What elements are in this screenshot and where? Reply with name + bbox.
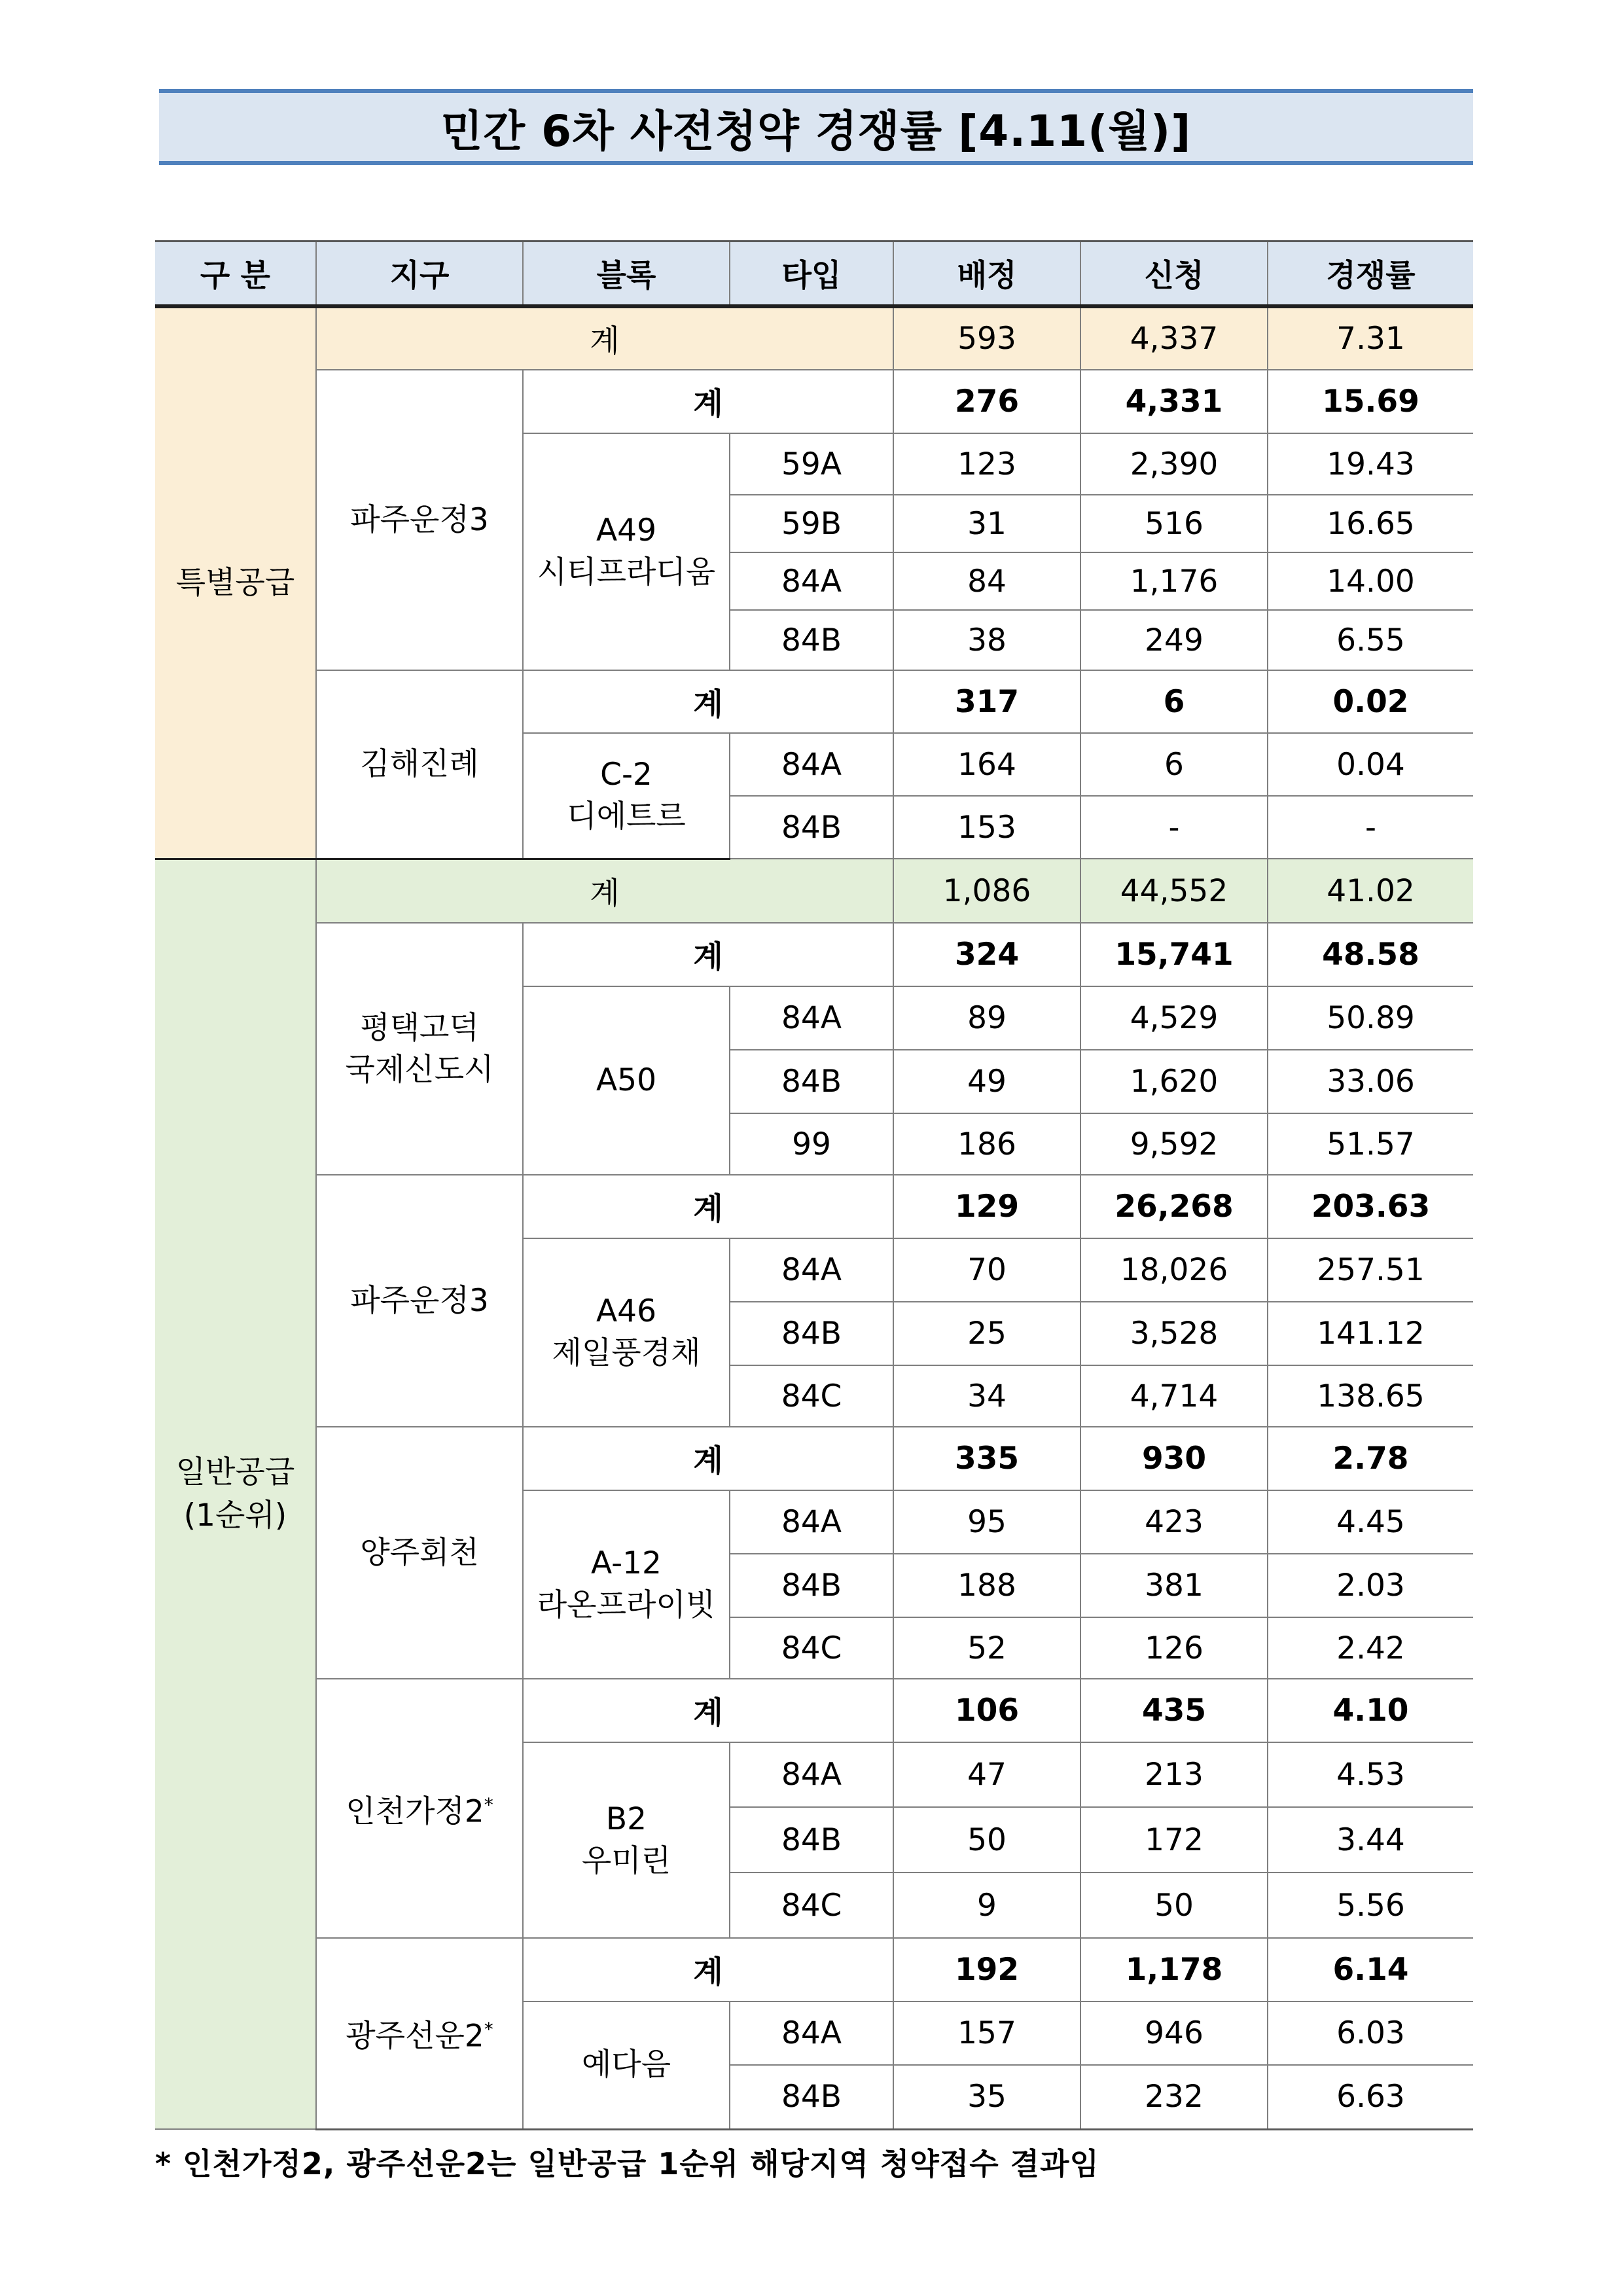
rate-cell: 141.12 (1268, 1302, 1473, 1365)
category-general (155, 859, 316, 2129)
rate-cell: 138.65 (1268, 1365, 1473, 1427)
district-name-line2: 국제신도시 (345, 1051, 494, 1088)
type-cell: 59B (730, 495, 893, 552)
applications-cell: 6 (1080, 733, 1268, 796)
allocation-cell: 25 (893, 1302, 1080, 1365)
allocation-cell: 164 (893, 733, 1080, 796)
block-code: A46 (596, 1293, 656, 1329)
subtotal-allocation: 276 (893, 370, 1080, 433)
block-cell (523, 1490, 730, 1679)
type-cell: 84C (730, 1873, 893, 1938)
type-cell: 84A (730, 552, 893, 610)
rate-cell: 5.56 (1268, 1873, 1473, 1938)
allocation-cell: 50 (893, 1807, 1080, 1873)
rate-cell: 14.00 (1268, 552, 1473, 610)
subtotal-allocation: 192 (893, 1938, 1080, 2001)
allocation-cell: 157 (893, 2001, 1080, 2065)
block-cell (523, 2001, 730, 2129)
type-cell: 84A (730, 1742, 893, 1807)
table-row (155, 1427, 1473, 1490)
table-row (155, 670, 1473, 733)
type-cell: 84B (730, 1554, 893, 1617)
applications-cell: 4,529 (1080, 986, 1268, 1050)
rate-cell: 19.43 (1268, 433, 1473, 495)
applications-cell: 172 (1080, 1807, 1268, 1873)
district-name-line1: 광주선운2 (346, 2018, 484, 2055)
subtotal-label: 계 (523, 1427, 893, 1490)
type-cell: 84A (730, 1490, 893, 1554)
rate-cell: 257.51 (1268, 1238, 1473, 1302)
applications-cell: 3,528 (1080, 1302, 1268, 1365)
rate-cell: 3.44 (1268, 1807, 1473, 1873)
applications-cell: 1,620 (1080, 1050, 1268, 1113)
allocation-cell: 49 (893, 1050, 1080, 1113)
district-name (316, 923, 523, 1175)
block-code: 예다음 (581, 2047, 671, 2083)
block-name: 우미린 (581, 1842, 671, 1879)
type-cell: 84B (730, 1807, 893, 1873)
table-row (155, 859, 1473, 923)
header-allocation: 배정 (893, 242, 1080, 307)
allocation-cell: 35 (893, 2065, 1080, 2129)
subtotal-rate: 2.78 (1268, 1427, 1473, 1490)
applications-cell: 381 (1080, 1554, 1268, 1617)
rate-cell: 4.53 (1268, 1742, 1473, 1807)
rate-cell: 2.03 (1268, 1554, 1473, 1617)
type-cell: 84A (730, 2001, 893, 2065)
allocation-cell: 52 (893, 1617, 1080, 1679)
section-total-label: 계 (316, 859, 893, 923)
district-name: 김해진례 (316, 670, 523, 859)
block-cell (523, 1742, 730, 1938)
applications-cell: 516 (1080, 495, 1268, 552)
block-code: A-12 (591, 1545, 662, 1581)
total-rate: 41.02 (1268, 859, 1473, 923)
district-name-line1: 양주회천 (360, 1534, 479, 1571)
type-cell: 84B (730, 796, 893, 859)
district-name-line1: 평택고덕 (360, 1009, 479, 1046)
subtotal-applications: 1,178 (1080, 1938, 1268, 2001)
subtotal-label: 계 (523, 370, 893, 433)
rate-cell: 0.04 (1268, 733, 1473, 796)
footnote-mark: * (484, 1793, 493, 1816)
page-title: 민간 6차 사전청약 경쟁률 [4.11(월)] (159, 89, 1473, 165)
district-name-line1: 파주운정3 (350, 1282, 489, 1319)
subtotal-applications: 6 (1080, 670, 1268, 733)
header-applications: 신청 (1080, 242, 1268, 307)
subtotal-label: 계 (523, 923, 893, 986)
rate-cell: 6.03 (1268, 2001, 1473, 2065)
allocation-cell: 89 (893, 986, 1080, 1050)
subtotal-allocation: 324 (893, 923, 1080, 986)
allocation-cell: 186 (893, 1113, 1080, 1175)
subtotal-allocation: 106 (893, 1679, 1080, 1742)
block-code: A50 (596, 1062, 656, 1098)
applications-cell: 18,026 (1080, 1238, 1268, 1302)
allocation-cell: 153 (893, 796, 1080, 859)
type-cell: 84B (730, 610, 893, 670)
subtotal-rate: 4.10 (1268, 1679, 1473, 1742)
allocation-cell: 188 (893, 1554, 1080, 1617)
type-cell: 84A (730, 733, 893, 796)
total-applications: 44,552 (1080, 859, 1268, 923)
header-type: 타입 (730, 242, 893, 307)
block-name: 시티프라디움 (537, 554, 716, 590)
rate-cell: 50.89 (1268, 986, 1473, 1050)
subtotal-label: 계 (523, 670, 893, 733)
type-cell: 84C (730, 1365, 893, 1427)
applications-cell: 423 (1080, 1490, 1268, 1554)
applications-cell: 4,714 (1080, 1365, 1268, 1427)
block-cell (523, 986, 730, 1175)
section-total-label: 계 (316, 306, 893, 370)
header-district: 지구 (316, 242, 523, 307)
footnote-mark: * (484, 2018, 493, 2041)
applications-cell: 249 (1080, 610, 1268, 670)
district-name (316, 1938, 523, 2129)
rate-cell: 16.65 (1268, 495, 1473, 552)
district-name (316, 1679, 523, 1938)
block-code: B2 (605, 1801, 647, 1837)
total-allocation: 593 (893, 306, 1080, 370)
district-name-line1: 인천가정2 (346, 1793, 484, 1830)
block-name: 디에트르 (567, 798, 686, 834)
block-name: 제일풍경채 (552, 1335, 701, 1371)
type-cell: 84C (730, 1617, 893, 1679)
type-cell: 59A (730, 433, 893, 495)
subtotal-rate: 15.69 (1268, 370, 1473, 433)
subtotal-applications: 435 (1080, 1679, 1268, 1742)
subtotal-allocation: 129 (893, 1175, 1080, 1238)
subtotal-applications: 15,741 (1080, 923, 1268, 986)
subtotal-label: 계 (523, 1175, 893, 1238)
table-row (155, 306, 1473, 370)
applications-cell: - (1080, 796, 1268, 859)
category-general-line2: (1순위) (183, 1497, 287, 1534)
allocation-cell: 70 (893, 1238, 1080, 1302)
applications-cell: 2,390 (1080, 433, 1268, 495)
subtotal-rate: 203.63 (1268, 1175, 1473, 1238)
table-row (155, 923, 1473, 986)
block-cell (523, 1238, 730, 1427)
competition-table (155, 240, 1473, 2130)
type-cell: 99 (730, 1113, 893, 1175)
block-name: 라온프라이빗 (537, 1587, 716, 1623)
rate-cell: - (1268, 796, 1473, 859)
category-special: 특별공급 (155, 306, 316, 859)
block-code: C-2 (600, 756, 652, 793)
total-rate: 7.31 (1268, 306, 1473, 370)
allocation-cell: 9 (893, 1873, 1080, 1938)
allocation-cell: 38 (893, 610, 1080, 670)
allocation-cell: 31 (893, 495, 1080, 552)
rate-cell: 2.42 (1268, 1617, 1473, 1679)
type-cell: 84B (730, 1050, 893, 1113)
applications-cell: 1,176 (1080, 552, 1268, 610)
subtotal-applications: 930 (1080, 1427, 1268, 1490)
total-allocation: 1,086 (893, 859, 1080, 923)
type-cell: 84A (730, 986, 893, 1050)
rate-cell: 33.06 (1268, 1050, 1473, 1113)
subtotal-rate: 6.14 (1268, 1938, 1473, 2001)
subtotal-rate: 0.02 (1268, 670, 1473, 733)
type-cell: 84B (730, 1302, 893, 1365)
table-row (155, 1679, 1473, 1742)
allocation-cell: 47 (893, 1742, 1080, 1807)
subtotal-allocation: 335 (893, 1427, 1080, 1490)
district-name: 파주운정3 (316, 370, 523, 670)
subtotal-rate: 48.58 (1268, 923, 1473, 986)
allocation-cell: 95 (893, 1490, 1080, 1554)
type-cell: 84B (730, 2065, 893, 2129)
total-applications: 4,337 (1080, 306, 1268, 370)
block-cell (523, 433, 730, 670)
applications-cell: 946 (1080, 2001, 1268, 2065)
table-row (155, 1938, 1473, 2001)
allocation-cell: 84 (893, 552, 1080, 610)
category-general-line1: 일반공급 (175, 1454, 295, 1490)
header-block: 블록 (523, 242, 730, 307)
rate-cell: 4.45 (1268, 1490, 1473, 1554)
block-cell (523, 733, 730, 859)
block-code: A49 (596, 512, 656, 548)
header-competition-rate: 경쟁률 (1268, 242, 1473, 307)
applications-cell: 50 (1080, 1873, 1268, 1938)
allocation-cell: 34 (893, 1365, 1080, 1427)
subtotal-label: 계 (523, 1679, 893, 1742)
rate-cell: 6.55 (1268, 610, 1473, 670)
table-row (155, 370, 1473, 433)
applications-cell: 126 (1080, 1617, 1268, 1679)
district-name (316, 1175, 523, 1427)
subtotal-applications: 26,268 (1080, 1175, 1268, 1238)
applications-cell: 9,592 (1080, 1113, 1268, 1175)
allocation-cell: 123 (893, 433, 1080, 495)
applications-cell: 213 (1080, 1742, 1268, 1807)
header-category: 구 분 (155, 242, 316, 307)
district-name (316, 1427, 523, 1679)
rate-cell: 6.63 (1268, 2065, 1473, 2129)
subtotal-applications: 4,331 (1080, 370, 1268, 433)
header-row (155, 242, 1473, 307)
subtotal-allocation: 317 (893, 670, 1080, 733)
type-cell: 84A (730, 1238, 893, 1302)
applications-cell: 232 (1080, 2065, 1268, 2129)
footnote: * 인천가정2, 광주선운2는 일반공급 1순위 해당지역 청약접수 결과임 (155, 2146, 1099, 2181)
subtotal-label: 계 (523, 1938, 893, 2001)
rate-cell: 51.57 (1268, 1113, 1473, 1175)
table-row (155, 1175, 1473, 1238)
